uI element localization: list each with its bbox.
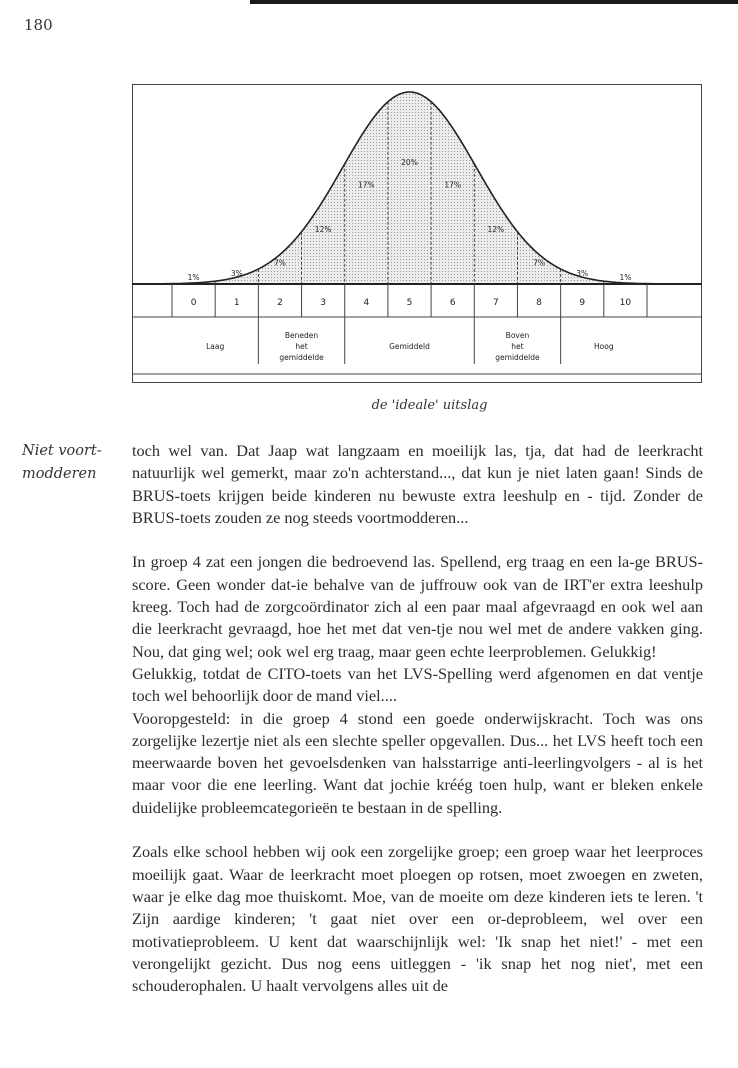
- paragraph: toch wel van. Dat Jaap wat langzaam en moeilijk las, tja, dat had de leerkracht natuurlijk wel gemerkt, maar zo'n achterstand..., dat kun je niet laten gaan! Sinds de BRUS-toets krijgen beide kinderen nu bewuste extra leeshulp en - tijd. Zonder de BRUS-toets zouden ze nog steeds voortmodderen...: [132, 441, 703, 527]
- percentage-label: 3%: [230, 269, 243, 278]
- top-rule: [250, 0, 738, 4]
- percentage-label: 1%: [619, 273, 632, 282]
- category-label: Laag: [206, 342, 225, 351]
- body-text: [132, 440, 703, 997]
- percentage-label: 17%: [444, 180, 462, 190]
- paragraph: In groep 4 zat een jongen die bedroevend las. Spellend, erg traag en een la-ge BRUS-score. Geen wonder dat-ie behalve van de juffrouw ook van de IRT'er extra leeshulp kreeg. Toch had de zorgcoördinator zich al een paar maal afgevraagd en ook wel aan die leerkracht gevraagd, hoe het met dat ven-tje nou wel met de andere vakken ging. Nou, dat ging wel; ook wel erg traag, maar geen echte leerproblemen. Gelukkig!: [132, 552, 703, 661]
- category-label: Boven: [505, 331, 530, 340]
- paragraph: Vooropgesteld: in die groep 4 stond een goede onderwijskracht. Toch was ons zorgelijke lezertje niet als een slechte speller opgevallen. Dus... het LVS heeft toch een meerwaarde boven het gevoelsdenken van halsstarrige anti-leerlingvolgers - al is het maar voor die ene leerling. Want dat jochie kréég toen hulp, want er bleken enkele duidelijke probleemcategorieën te bestaan in de spelling.: [132, 708, 703, 817]
- score-label: 8: [536, 298, 542, 308]
- category-label: het: [295, 342, 308, 351]
- category-label: gemiddelde: [495, 353, 540, 362]
- percentage-label: 3%: [576, 269, 589, 278]
- percentage-label: 17%: [357, 180, 375, 190]
- category-label: Gemiddeld: [389, 342, 430, 351]
- percentage-label: 7%: [533, 258, 545, 268]
- figure-caption: de 'ideale' uitslag: [371, 398, 488, 413]
- margin-note-line: modderen: [22, 466, 97, 482]
- score-label: 0: [190, 298, 197, 308]
- margin-note: [22, 440, 122, 486]
- percentage-label: 1%: [187, 273, 200, 282]
- score-label: 5: [406, 298, 413, 308]
- category-label: gemiddelde: [279, 353, 324, 362]
- score-label: 1: [233, 298, 240, 308]
- score-label: 9: [579, 298, 586, 308]
- page-number: 180: [24, 16, 53, 34]
- percentage-label: 7%: [274, 258, 286, 268]
- score-label: 7: [492, 298, 499, 308]
- score-label: 6: [449, 298, 456, 308]
- curve-area: [132, 92, 702, 284]
- normal-curve-chart: [132, 84, 702, 384]
- margin-note-line: Niet voort-: [22, 443, 102, 459]
- score-label: 10: [619, 298, 632, 308]
- category-label: Beneden: [284, 331, 319, 340]
- percentage-label: 12%: [314, 225, 332, 235]
- category-label: Hoog: [594, 342, 614, 351]
- score-label: 3: [320, 298, 327, 308]
- paragraph: Zoals elke school hebben wij ook een zorgelijke groep; een groep waar het leerproces moeilijk gaat. Waar de leerkracht moet ploegen op rotsen, moet zwoegen en zweten, waar je elke dag moe thuiskomt. Moe, van de moeite om deze kinderen iets te leren. 't Zijn aardige kinderen; 't gaat niet over een or-deprobleem, wel over een motivatieprobleem. U kent dat waarschijnlijk wel: 'Ik snap het niet!' - met een verongelijkt gezicht. Dus nog eens uitleggen - 'ik snap het nog niet', met een schouderophalen. U haalt vervolgens alles uit de: [132, 842, 703, 996]
- paragraph: Gelukkig, totdat de CITO-toets van het LVS-Spelling werd afgenomen en dat ventje toch wel behoorlijk door de mand viel....: [132, 663, 703, 706]
- percentage-label: 20%: [401, 157, 418, 167]
- category-label: het: [511, 342, 524, 351]
- percentage-label: 12%: [487, 225, 505, 235]
- score-label: 2: [277, 298, 283, 308]
- score-label: 4: [363, 298, 370, 308]
- normal-distribution-figure: [132, 84, 702, 384]
